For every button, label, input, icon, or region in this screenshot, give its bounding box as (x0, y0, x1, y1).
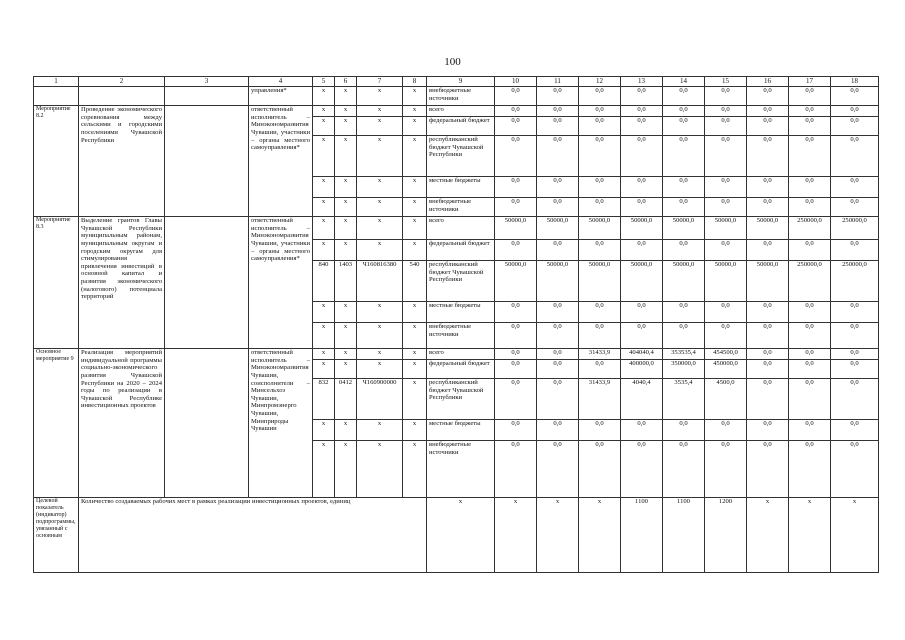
funding-source-cell: республиканский бюджет Чувашской Республики (427, 136, 495, 177)
value-cell: 50000,0 (663, 217, 705, 240)
value-cell: 50000,0 (621, 261, 663, 302)
value-cell: 450000,0 (705, 360, 747, 379)
code-cell: x (357, 323, 403, 349)
code-cell: x (403, 420, 427, 441)
value-cell: 0,0 (747, 106, 789, 117)
code-cell: x (403, 87, 427, 106)
column-number: 11 (537, 77, 579, 87)
value-cell: 0,0 (747, 87, 789, 106)
code-cell: x (313, 302, 335, 323)
responsible-cell: ответственный исполнитель – Минэкономразвития Чувашии, участники – органы местного самоуправления* (249, 217, 313, 349)
value-cell: 0,0 (495, 302, 537, 323)
value-cell: 0,0 (537, 349, 579, 360)
value-cell: 0,0 (747, 441, 789, 498)
code-cell: x (335, 349, 357, 360)
value-cell: 0,0 (537, 441, 579, 498)
code-cell: x (313, 349, 335, 360)
value-cell: 0,0 (579, 177, 621, 198)
code-cell: x (335, 240, 357, 261)
value-cell: 0,0 (537, 420, 579, 441)
value-cell: 0,0 (831, 240, 879, 261)
value-cell: 0,0 (579, 117, 621, 136)
code-cell: x (403, 136, 427, 177)
code-cell: x (357, 360, 403, 379)
code-cell: x (335, 217, 357, 240)
value-cell: 0,0 (537, 87, 579, 106)
value-cell: 0,0 (621, 240, 663, 261)
value-cell: 0,0 (789, 349, 831, 360)
target-value-cell: x (789, 498, 831, 573)
code-cell: x (313, 323, 335, 349)
value-cell: 0,0 (537, 198, 579, 217)
column-number: 1 (34, 77, 79, 87)
target-value-cell: x (427, 498, 495, 573)
value-cell: 0,0 (705, 198, 747, 217)
target-text-cell: Количество создаваемых рабочих мест в рамках реализации инвестиционных проектов, единиц (79, 498, 427, 573)
column-number: 14 (663, 77, 705, 87)
code-cell: x (357, 441, 403, 498)
page-number: 100 (444, 56, 461, 68)
value-cell: 0,0 (621, 302, 663, 323)
value-cell: 0,0 (831, 177, 879, 198)
budget-row (34, 349, 879, 360)
event-name-cell (79, 87, 165, 106)
value-cell: 0,0 (705, 106, 747, 117)
value-cell: 0,0 (705, 87, 747, 106)
value-cell: 0,0 (789, 302, 831, 323)
value-cell: 0,0 (579, 420, 621, 441)
column-number: 15 (705, 77, 747, 87)
value-cell: 0,0 (831, 87, 879, 106)
value-cell: 0,0 (747, 379, 789, 420)
value-cell: 0,0 (789, 87, 831, 106)
value-cell: 0,0 (537, 117, 579, 136)
value-cell: 0,0 (663, 136, 705, 177)
value-cell: 50000,0 (537, 217, 579, 240)
value-cell: 0,0 (789, 198, 831, 217)
value-cell: 0,0 (831, 441, 879, 498)
responsible-cell: ответственный исполнитель – Минэкономразвития Чувашии, участники – органы местного самоуправления* (249, 106, 313, 217)
value-cell: 0,0 (663, 117, 705, 136)
code-cell: 0412 (335, 379, 357, 420)
code-cell: x (313, 106, 335, 117)
value-cell: 0,0 (831, 379, 879, 420)
value-cell: 0,0 (663, 302, 705, 323)
value-cell: 404040,4 (621, 349, 663, 360)
value-cell: 0,0 (537, 177, 579, 198)
target-value-cell: 1100 (663, 498, 705, 573)
empty-cell (165, 106, 249, 217)
event-name-cell: Выделение грантов Главы Чувашской Республики муниципальным районам, муниципальным округам и городским округам для стимулирования привлечения инвестиций в основной капитал и развития экономического (налогового) потенциала территорий (79, 217, 165, 349)
value-cell: 0,0 (537, 323, 579, 349)
value-cell: 353535,4 (663, 349, 705, 360)
code-cell: x (313, 420, 335, 441)
column-number: 12 (579, 77, 621, 87)
code-cell: x (403, 198, 427, 217)
value-cell: 0,0 (537, 106, 579, 117)
value-cell: 0,0 (495, 323, 537, 349)
value-cell: 0,0 (663, 420, 705, 441)
code-cell: x (403, 240, 427, 261)
value-cell: 0,0 (495, 240, 537, 261)
value-cell: 50000,0 (621, 217, 663, 240)
target-value-cell: x (495, 498, 537, 573)
empty-cell (165, 349, 249, 498)
value-cell: 0,0 (789, 360, 831, 379)
value-cell: 0,0 (747, 302, 789, 323)
code-cell: x (403, 323, 427, 349)
funding-source-cell: внебюджетные источники (427, 198, 495, 217)
column-number: 10 (495, 77, 537, 87)
funding-source-cell: внебюджетные источники (427, 323, 495, 349)
column-number: 9 (427, 77, 495, 87)
value-cell: 0,0 (831, 323, 879, 349)
value-cell: 0,0 (579, 360, 621, 379)
code-cell: x (403, 379, 427, 420)
code-cell: Ч160900000 (357, 379, 403, 420)
target-label-cell: Целевой показатель (индикатор) подпрограммы, увязанный с основным (34, 498, 79, 573)
code-cell: x (357, 349, 403, 360)
value-cell: 0,0 (537, 302, 579, 323)
funding-source-cell: федеральный бюджет (427, 240, 495, 261)
budget-row (34, 106, 879, 117)
value-cell: 0,0 (495, 379, 537, 420)
value-cell: 0,0 (747, 177, 789, 198)
code-cell: 1403 (335, 261, 357, 302)
value-cell: 50000,0 (495, 217, 537, 240)
code-cell: x (313, 136, 335, 177)
value-cell: 0,0 (789, 441, 831, 498)
value-cell: 0,0 (789, 117, 831, 136)
value-cell: 0,0 (747, 360, 789, 379)
value-cell: 0,0 (747, 323, 789, 349)
target-value-cell: x (579, 498, 621, 573)
value-cell: 454500,0 (705, 349, 747, 360)
funding-source-cell: внебюджетные источники (427, 441, 495, 498)
value-cell: 0,0 (705, 441, 747, 498)
target-value-cell: x (831, 498, 879, 573)
value-cell: 0,0 (579, 240, 621, 261)
value-cell: 3535,4 (663, 379, 705, 420)
code-cell: x (335, 302, 357, 323)
value-cell: 0,0 (495, 349, 537, 360)
value-cell: 0,0 (621, 420, 663, 441)
value-cell: 0,0 (663, 323, 705, 349)
responsible-cell: управления* (249, 87, 313, 106)
code-cell: x (313, 117, 335, 136)
value-cell: 50000,0 (705, 261, 747, 302)
funding-source-cell: всего (427, 217, 495, 240)
code-cell: x (357, 240, 403, 261)
code-cell: x (357, 198, 403, 217)
value-cell: 0,0 (831, 360, 879, 379)
value-cell: 50000,0 (537, 261, 579, 302)
code-cell: x (357, 302, 403, 323)
column-number-row (34, 77, 879, 87)
code-cell: x (403, 349, 427, 360)
value-cell: 250000,0 (789, 261, 831, 302)
value-cell: 50000,0 (747, 261, 789, 302)
code-cell: x (357, 87, 403, 106)
code-cell: x (313, 198, 335, 217)
code-cell: x (357, 136, 403, 177)
value-cell: 0,0 (579, 302, 621, 323)
value-cell: 0,0 (747, 420, 789, 441)
value-cell: 50000,0 (705, 217, 747, 240)
value-cell: 0,0 (705, 136, 747, 177)
value-cell: 0,0 (537, 240, 579, 261)
responsible-cell: ответственный исполнитель – Минэкономразвития Чувашии, соисполнители – Минсельхоз Чувашии, Минпромэнерго Чувашии, Минприроды Чувашии (249, 349, 313, 498)
value-cell: 50000,0 (663, 261, 705, 302)
value-cell: 0,0 (621, 106, 663, 117)
column-number: 8 (403, 77, 427, 87)
code-cell: x (357, 106, 403, 117)
code-cell: x (335, 87, 357, 106)
code-cell: x (357, 177, 403, 198)
column-number: 3 (165, 77, 249, 87)
event-label-cell (34, 87, 79, 106)
funding-source-cell: местные бюджеты (427, 420, 495, 441)
value-cell: 31433,9 (579, 349, 621, 360)
value-cell: 0,0 (705, 420, 747, 441)
value-cell: 0,0 (831, 136, 879, 177)
value-cell: 0,0 (663, 240, 705, 261)
continuation-row (34, 87, 879, 106)
value-cell: 0,0 (495, 117, 537, 136)
event-label-cell: Основное мероприятие 9 (34, 349, 79, 498)
value-cell: 4500,0 (705, 379, 747, 420)
code-cell: 540 (403, 261, 427, 302)
value-cell: 0,0 (579, 136, 621, 177)
value-cell: 0,0 (621, 323, 663, 349)
code-cell: x (335, 117, 357, 136)
value-cell: 0,0 (747, 349, 789, 360)
value-cell: 0,0 (831, 420, 879, 441)
code-cell: x (335, 323, 357, 349)
value-cell: 0,0 (831, 106, 879, 117)
value-cell: 0,0 (495, 177, 537, 198)
value-cell: 350000,0 (663, 360, 705, 379)
value-cell: 0,0 (495, 87, 537, 106)
value-cell: 0,0 (621, 441, 663, 498)
code-cell: x (313, 441, 335, 498)
code-cell: x (357, 217, 403, 240)
value-cell: 0,0 (747, 240, 789, 261)
value-cell: 0,0 (579, 441, 621, 498)
value-cell: 0,0 (831, 198, 879, 217)
funding-source-cell: республиканский бюджет Чувашской Республики (427, 261, 495, 302)
value-cell: 0,0 (747, 117, 789, 136)
value-cell: 0,0 (789, 240, 831, 261)
column-number: 5 (313, 77, 335, 87)
value-cell: 0,0 (579, 106, 621, 117)
value-cell: 50000,0 (747, 217, 789, 240)
value-cell: 0,0 (747, 198, 789, 217)
code-cell: x (313, 177, 335, 198)
code-cell: x (313, 217, 335, 240)
value-cell: 0,0 (579, 323, 621, 349)
code-cell: x (313, 87, 335, 106)
column-number: 2 (79, 77, 165, 87)
code-cell: Ч160816380 (357, 261, 403, 302)
value-cell: 0,0 (789, 379, 831, 420)
value-cell: 0,0 (495, 441, 537, 498)
event-label-cell: Мероприятие 8.2 (34, 106, 79, 217)
empty-cell (165, 217, 249, 349)
code-cell: 832 (313, 379, 335, 420)
value-cell: 0,0 (537, 379, 579, 420)
value-cell: 0,0 (621, 87, 663, 106)
value-cell: 0,0 (789, 136, 831, 177)
column-number: 4 (249, 77, 313, 87)
code-cell: x (313, 240, 335, 261)
column-number: 16 (747, 77, 789, 87)
value-cell: 0,0 (537, 136, 579, 177)
empty-cell (165, 87, 249, 106)
value-cell: 0,0 (831, 117, 879, 136)
value-cell: 0,0 (579, 87, 621, 106)
value-cell: 0,0 (495, 360, 537, 379)
value-cell: 0,0 (495, 420, 537, 441)
code-cell: x (403, 217, 427, 240)
target-value-cell: x (537, 498, 579, 573)
code-cell: x (335, 177, 357, 198)
code-cell: x (357, 117, 403, 136)
value-cell: 0,0 (621, 117, 663, 136)
code-cell: x (357, 420, 403, 441)
code-cell: x (403, 441, 427, 498)
value-cell: 0,0 (705, 302, 747, 323)
value-cell: 50000,0 (579, 261, 621, 302)
column-number: 17 (789, 77, 831, 87)
value-cell: 0,0 (537, 360, 579, 379)
funding-source-cell: местные бюджеты (427, 302, 495, 323)
column-number: 13 (621, 77, 663, 87)
column-number: 18 (831, 77, 879, 87)
target-indicator-row (34, 498, 879, 573)
funding-source-cell: республиканский бюджет Чувашской Республики (427, 379, 495, 420)
value-cell: 0,0 (831, 349, 879, 360)
value-cell: 0,0 (705, 240, 747, 261)
funding-source-cell: внебюджетные источники (427, 87, 495, 106)
funding-source-cell: всего (427, 106, 495, 117)
code-cell: x (335, 420, 357, 441)
code-cell: x (313, 360, 335, 379)
value-cell: 0,0 (621, 177, 663, 198)
value-cell: 0,0 (495, 136, 537, 177)
event-label-cell: Мероприятие 8.3 (34, 217, 79, 349)
value-cell: 0,0 (663, 106, 705, 117)
value-cell: 250000,0 (831, 261, 879, 302)
funding-source-cell: федеральный бюджет (427, 360, 495, 379)
value-cell: 50000,0 (579, 217, 621, 240)
target-value-cell: 1100 (621, 498, 663, 573)
value-cell: 31433,9 (579, 379, 621, 420)
value-cell: 0,0 (663, 441, 705, 498)
code-cell: 840 (313, 261, 335, 302)
value-cell: 0,0 (579, 198, 621, 217)
funding-source-cell: местные бюджеты (427, 177, 495, 198)
budget-table (33, 76, 879, 573)
target-value-cell: x (747, 498, 789, 573)
code-cell: x (403, 117, 427, 136)
code-cell: x (335, 360, 357, 379)
code-cell: x (335, 441, 357, 498)
value-cell: 50000,0 (495, 261, 537, 302)
value-cell: 400000,0 (621, 360, 663, 379)
value-cell: 0,0 (705, 117, 747, 136)
column-number: 6 (335, 77, 357, 87)
code-cell: x (335, 198, 357, 217)
funding-source-cell: всего (427, 349, 495, 360)
code-cell: x (403, 360, 427, 379)
value-cell: 0,0 (789, 420, 831, 441)
budget-row (34, 217, 879, 240)
value-cell: 0,0 (789, 177, 831, 198)
value-cell: 0,0 (747, 136, 789, 177)
event-name-cell: Реализация мероприятий индивидуальной программы социально-экономического развития Чувашской Республики на 2020 – 2024 годы по реализации в Чувашской Республике инвестиционных проектов (79, 349, 165, 498)
table-body (34, 77, 879, 573)
code-cell: x (403, 177, 427, 198)
value-cell: 0,0 (663, 87, 705, 106)
code-cell: x (335, 136, 357, 177)
value-cell: 4040,4 (621, 379, 663, 420)
value-cell: 0,0 (789, 106, 831, 117)
value-cell: 0,0 (705, 323, 747, 349)
target-value-cell: 1200 (705, 498, 747, 573)
value-cell: 0,0 (495, 106, 537, 117)
value-cell: 0,0 (663, 177, 705, 198)
event-name-cell: Проведение экономического соревнования между сельскими и городскими поселениями Чувашской Республики (79, 106, 165, 217)
code-cell: x (335, 106, 357, 117)
value-cell: 0,0 (621, 198, 663, 217)
value-cell: 0,0 (705, 177, 747, 198)
value-cell: 0,0 (663, 198, 705, 217)
value-cell: 0,0 (621, 136, 663, 177)
value-cell: 0,0 (831, 302, 879, 323)
value-cell: 250000,0 (831, 217, 879, 240)
value-cell: 0,0 (495, 198, 537, 217)
column-number: 7 (357, 77, 403, 87)
funding-source-cell: федеральный бюджет (427, 117, 495, 136)
code-cell: x (403, 106, 427, 117)
code-cell: x (403, 302, 427, 323)
value-cell: 0,0 (789, 323, 831, 349)
value-cell: 250000,0 (789, 217, 831, 240)
